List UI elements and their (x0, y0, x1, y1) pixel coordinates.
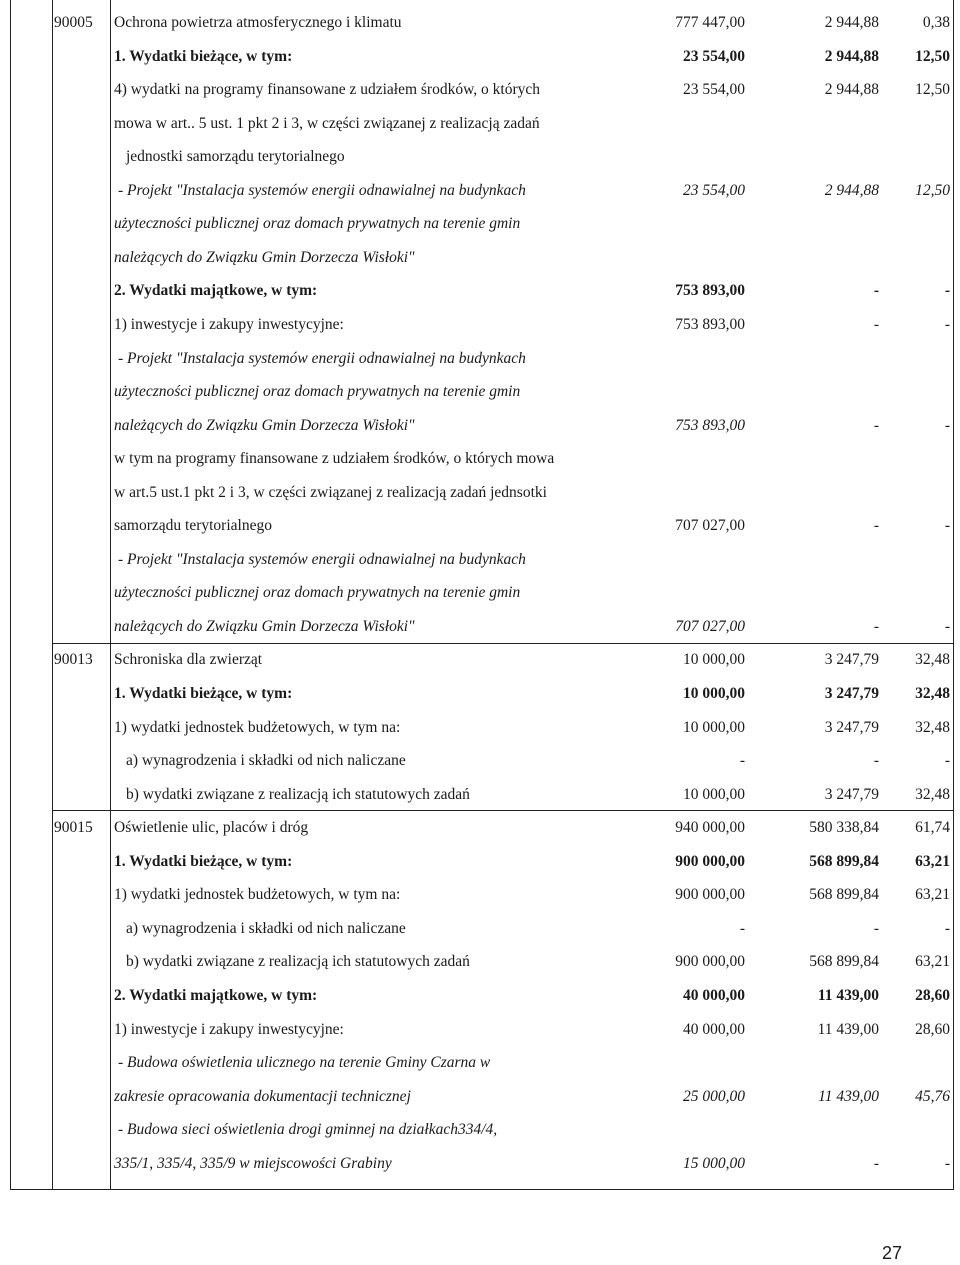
execution-percent: 12,50 (915, 81, 950, 99)
planned-amount: 707 027,00 (675, 517, 745, 535)
table-row (0, 375, 960, 408)
planned-amount (600, 576, 745, 609)
executed-amount: - (873, 617, 879, 635)
classification-code (54, 308, 110, 341)
item-description: zakresie opracowania dokumentacji technicznej (114, 1087, 411, 1105)
planned-amount (600, 107, 745, 140)
table-row (0, 308, 960, 341)
planned-amount: 40 000,00 (683, 986, 745, 1004)
planned-amount: 10 000,00 (683, 651, 745, 669)
executed-amount: - (873, 517, 879, 535)
planned-amount (600, 342, 745, 375)
execution-percent: 28,60 (915, 986, 950, 1004)
planned-amount (600, 442, 745, 475)
execution-percent: - (944, 282, 950, 300)
planned-amount: - (739, 752, 745, 770)
item-description: - Projekt "Instalacja systemów energii odnawialnej na budynkach (118, 181, 526, 199)
item-description: w tym na programy finansowane z udziałem środków, o których mowa (114, 450, 555, 468)
planned-amount: 15 000,00 (683, 1154, 745, 1172)
table-row (0, 241, 960, 274)
classification-code (54, 476, 110, 509)
table-row (0, 107, 960, 140)
execution-percent: 63,21 (915, 886, 950, 904)
classification-code (54, 1080, 110, 1113)
classification-code (54, 1113, 110, 1146)
execution-percent: 63,21 (915, 852, 950, 870)
table-row (0, 342, 960, 375)
execution-percent: 63,21 (915, 953, 950, 971)
executed-amount: 3 247,79 (824, 718, 879, 736)
table-row (0, 409, 960, 442)
item-description: 1) inwestycje i zakupy inwestycyjne: (114, 315, 344, 333)
item-description: b) wydatki związane z realizacją ich statutowych zadań (126, 785, 470, 803)
planned-amount (600, 1046, 745, 1079)
table-row (0, 912, 960, 945)
item-description: 1) wydatki jednostek budżetowych, w tym na: (114, 718, 401, 736)
executed-amount: - (873, 282, 879, 300)
item-description: użyteczności publicznej oraz domach prywatnych na terenie gmin (114, 584, 521, 602)
item-description: Ochrona powietrza atmosferycznego i klimatu (114, 14, 402, 31)
planned-amount: 40 000,00 (683, 1020, 745, 1038)
execution-percent (880, 140, 950, 173)
classification-code (54, 610, 110, 643)
execution-percent (880, 442, 950, 475)
executed-amount: 3 247,79 (824, 651, 879, 669)
executed-amount: - (873, 919, 879, 937)
item-description: 2. Wydatki majątkowe, w tym: (114, 986, 318, 1004)
executed-amount (745, 442, 879, 475)
execution-percent (880, 375, 950, 408)
classification-code (54, 677, 110, 710)
item-description: Schroniska dla zwierząt (114, 651, 263, 669)
execution-percent: - (944, 617, 950, 635)
classification-code (54, 576, 110, 609)
execution-percent: 61,74 (915, 819, 950, 837)
planned-amount: 777 447,00 (675, 14, 745, 31)
execution-percent: - (944, 517, 950, 535)
executed-amount: 2 944,88 (824, 14, 879, 31)
planned-amount (600, 207, 745, 240)
planned-amount: 707 027,00 (675, 617, 745, 635)
table-row (0, 845, 960, 878)
classification-code (54, 342, 110, 375)
classification-code: 90015 (54, 819, 93, 837)
planned-amount (600, 543, 745, 576)
item-description: - Budowa oświetlenia ulicznego na terenie Gminy Czarna w (118, 1054, 491, 1072)
executed-amount (745, 140, 879, 173)
table-row (0, 543, 960, 576)
planned-amount: 23 554,00 (683, 47, 745, 65)
planned-amount: 10 000,00 (683, 685, 745, 702)
classification-code (54, 375, 110, 408)
table-row (0, 643, 960, 676)
execution-percent: 45,76 (915, 1087, 950, 1105)
executed-amount: 11 439,00 (817, 1020, 879, 1038)
executed-amount: 2 944,88 (824, 81, 879, 99)
table-row (0, 207, 960, 240)
item-description: a) wynagrodzenia i składki od nich naliczane (126, 752, 406, 770)
classification-code (54, 73, 110, 106)
planned-amount: 23 554,00 (683, 81, 745, 99)
executed-amount (745, 1113, 879, 1146)
execution-percent (880, 342, 950, 375)
planned-amount: 753 893,00 (675, 282, 745, 300)
classification-code (54, 40, 110, 73)
table-row (0, 677, 960, 710)
classification-code (54, 409, 110, 442)
execution-percent: - (944, 752, 950, 770)
item-description: użyteczności publicznej oraz domach prywatnych na terenie gmin (114, 383, 521, 401)
executed-amount: 3 247,79 (824, 785, 879, 803)
execution-percent: 32,48 (915, 651, 950, 669)
executed-amount: 11 439,00 (817, 986, 879, 1004)
table-row (0, 40, 960, 73)
item-description: mowa w art.. 5 ust. 1 pkt 2 i 3, w części związanej z realizacją zadań (114, 114, 540, 132)
item-description: a) wynagrodzenia i składki od nich naliczane (126, 919, 406, 937)
executed-amount: - (873, 752, 879, 770)
classification-code: 90005 (54, 14, 93, 31)
item-description: b) wydatki związane z realizacją ich statutowych zadań (126, 953, 470, 971)
item-description: należących do Związku Gmin Dorzecza Wisłoki" (114, 617, 415, 635)
executed-amount (745, 576, 879, 609)
table-row (0, 878, 960, 911)
classification-code (54, 543, 110, 576)
planned-amount (600, 1113, 745, 1146)
planned-amount: - (739, 919, 745, 937)
table-row (0, 73, 960, 106)
executed-amount: 11 439,00 (818, 1087, 879, 1105)
classification-code (54, 778, 110, 811)
classification-code (54, 174, 110, 207)
classification-code (54, 945, 110, 978)
execution-percent (880, 576, 950, 609)
planned-amount: 25 000,00 (683, 1087, 745, 1105)
execution-percent: - (944, 315, 950, 333)
execution-percent: 32,48 (915, 685, 950, 702)
execution-percent (880, 207, 950, 240)
classification-code (54, 274, 110, 307)
executed-amount: 2 944,88 (824, 47, 879, 65)
executed-amount (745, 543, 879, 576)
item-description: Oświetlenie ulic, placów i dróg (114, 819, 309, 837)
execution-percent: 32,48 (915, 785, 950, 803)
table-row (0, 576, 960, 609)
planned-amount: 10 000,00 (683, 718, 745, 736)
execution-percent (880, 1046, 950, 1079)
table-row (0, 442, 960, 475)
planned-amount: 900 000,00 (675, 852, 745, 870)
executed-amount (745, 107, 879, 140)
executed-amount (745, 207, 879, 240)
execution-percent: - (944, 416, 950, 434)
execution-percent: - (944, 1154, 950, 1172)
classification-code (54, 878, 110, 911)
classification-code (54, 711, 110, 744)
item-description: 1) wydatki jednostek budżetowych, w tym na: (114, 886, 401, 904)
item-description: - Projekt "Instalacja systemów energii odnawialnej na budynkach (118, 349, 526, 367)
executed-amount: 3 247,79 (824, 685, 879, 702)
execution-percent: 28,60 (915, 1020, 950, 1038)
classification-code (54, 845, 110, 878)
classification-code (54, 107, 110, 140)
execution-percent (880, 241, 950, 274)
item-description: 1. Wydatki bieżące, w tym: (114, 685, 293, 702)
item-description: - Projekt "Instalacja systemów energii odnawialnej na budynkach (118, 550, 526, 568)
execution-percent: 12,50 (915, 47, 950, 65)
planned-amount: 900 000,00 (675, 886, 745, 904)
table-row (0, 610, 960, 643)
classification-code (54, 1046, 110, 1079)
table-row (0, 140, 960, 173)
execution-percent (880, 476, 950, 509)
item-description: użyteczności publicznej oraz domach prywatnych na terenie gmin (114, 215, 521, 233)
executed-amount (745, 476, 879, 509)
table-row (0, 174, 960, 207)
classification-code (54, 979, 110, 1012)
item-description: 335/1, 335/4, 335/9 w miejscowości Grabiny (114, 1154, 392, 1172)
execution-percent (880, 1113, 950, 1146)
execution-percent (880, 107, 950, 140)
table-row (0, 6, 960, 39)
classification-code (54, 241, 110, 274)
planned-amount: 753 893,00 (675, 416, 745, 434)
table-border-bottom (10, 1189, 954, 1190)
classification-code (54, 509, 110, 542)
executed-amount: - (873, 315, 879, 333)
item-description: - Budowa sieci oświetlenia drogi gminnej na działkach334/4, (118, 1121, 498, 1139)
execution-percent: - (944, 919, 950, 937)
item-description: należących do Związku Gmin Dorzecza Wisłoki" (114, 416, 415, 434)
item-description: 1. Wydatki bieżące, w tym: (114, 47, 293, 65)
executed-amount: 580 338,84 (809, 819, 879, 837)
executed-amount: 568 899,84 (809, 886, 879, 904)
table-row (0, 509, 960, 542)
table-row (0, 1113, 960, 1146)
item-description: należących do Związku Gmin Dorzecza Wisłoki" (114, 248, 415, 266)
classification-code (54, 1013, 110, 1046)
executed-amount (745, 375, 879, 408)
table-row (0, 1147, 960, 1180)
planned-amount: 753 893,00 (675, 315, 745, 333)
table-row (0, 1013, 960, 1046)
classification-code (54, 207, 110, 240)
item-description: jednostki samorządu terytorialnego (126, 148, 345, 166)
executed-amount: 2 944,88 (824, 181, 879, 199)
table-row (0, 744, 960, 777)
item-description: 4) wydatki na programy finansowane z udziałem środków, o których (114, 81, 540, 99)
item-description: w art.5 ust.1 pkt 2 i 3, w części związanej z realizacją zadań jednsotki (114, 483, 547, 501)
planned-amount: 23 554,00 (683, 181, 745, 199)
planned-amount: 10 000,00 (683, 785, 745, 803)
execution-percent: 12,50 (915, 181, 950, 199)
classification-code (54, 442, 110, 475)
planned-amount (600, 476, 745, 509)
classification-code (54, 744, 110, 777)
table-row (0, 1046, 960, 1079)
planned-amount (600, 375, 745, 408)
classification-code: 90013 (54, 651, 93, 669)
classification-code (54, 1147, 110, 1180)
planned-amount: 940 000,00 (675, 819, 745, 837)
execution-percent: 0,38 (922, 14, 950, 31)
executed-amount: 568 899,84 (809, 852, 879, 870)
item-description: 1) inwestycje i zakupy inwestycyjne: (114, 1020, 344, 1038)
table-row (0, 811, 960, 844)
item-description: 2. Wydatki majątkowe, w tym: (114, 282, 318, 300)
classification-code (54, 912, 110, 945)
item-description: samorządu terytorialnego (114, 517, 272, 535)
planned-amount (600, 140, 745, 173)
page-number: 27 (881, 1243, 902, 1263)
table-row (0, 274, 960, 307)
executed-amount (745, 342, 879, 375)
table-row (0, 778, 960, 811)
item-description: 1. Wydatki bieżące, w tym: (114, 852, 293, 870)
executed-amount: - (873, 1154, 879, 1172)
executed-amount (745, 241, 879, 274)
table-row (0, 476, 960, 509)
table-row (0, 1080, 960, 1113)
planned-amount (600, 241, 745, 274)
executed-amount (745, 1046, 879, 1079)
execution-percent (880, 543, 950, 576)
table-row (0, 945, 960, 978)
executed-amount: 568 899,84 (809, 953, 879, 971)
executed-amount: - (873, 416, 879, 434)
classification-code (54, 140, 110, 173)
planned-amount: 900 000,00 (675, 953, 745, 971)
table-row (0, 711, 960, 744)
table-row (0, 979, 960, 1012)
execution-percent: 32,48 (915, 718, 950, 736)
